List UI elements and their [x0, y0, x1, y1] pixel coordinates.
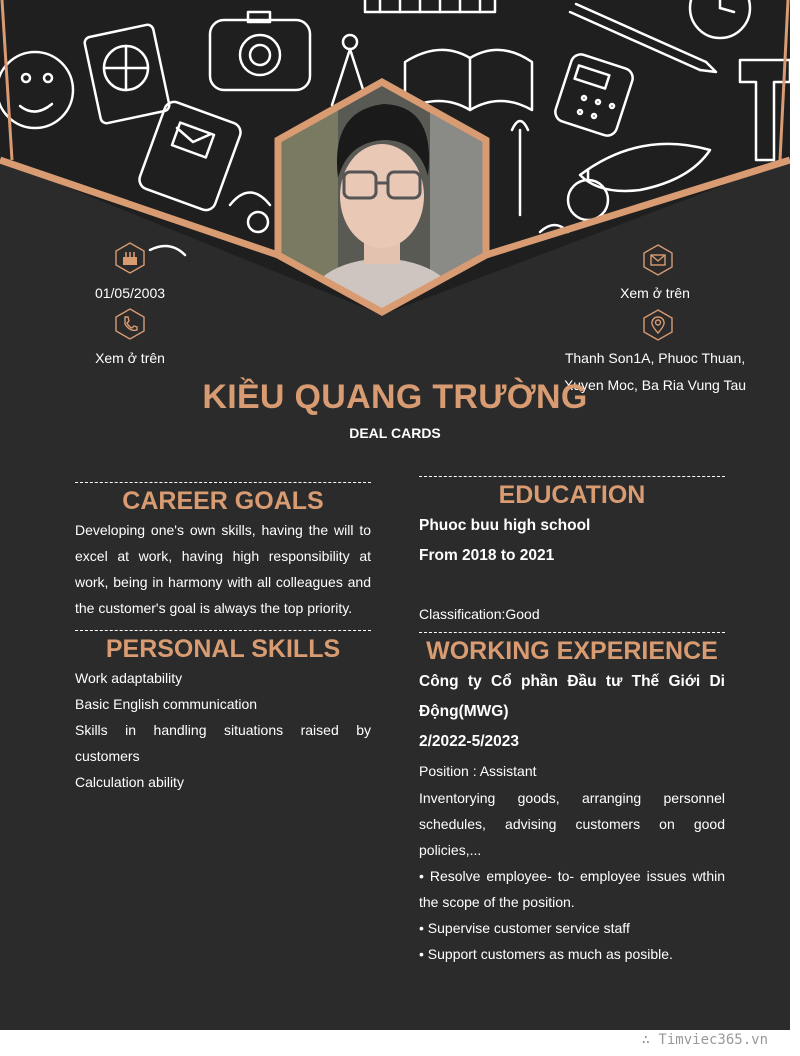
working-experience-title: WORKING EXPERIENCE — [419, 632, 725, 667]
map-pin-icon — [642, 309, 674, 341]
personal-skills-section — [75, 630, 371, 795]
candidate-name: KIỀU QUANG TRƯỜNG — [202, 378, 588, 416]
position-text: Position : Assistant — [419, 763, 537, 779]
job-title: DEAL CARDS — [349, 425, 441, 441]
watermark: ∴ Timviec365.vn — [641, 1032, 768, 1048]
address-line-1: Thanh Son1A, Phuoc Thuan, — [564, 350, 746, 366]
experience-bullet: • Resolve employee- to- employee issues wthin the scope of the position. — [419, 868, 725, 910]
education-period: From 2018 to 2021 — [419, 547, 555, 564]
skill-item: Basic English communication — [75, 696, 258, 712]
cake-icon — [114, 242, 146, 274]
skill-item: Calculation ability — [75, 774, 184, 790]
birthday-text: 01/05/2003 — [94, 285, 166, 301]
experience-description: Inventorying goods, arranging personnel schedules, advising customers on good policies,... — [419, 790, 725, 858]
experience-period: 2/2022-5/2023 — [419, 733, 519, 750]
career-goals-section — [75, 482, 371, 621]
skill-item: Skills in handling situations raised by customers — [75, 722, 371, 764]
company-name: Công ty Cổ phần Đầu tư Thế Giới Di Động(MWG) — [419, 673, 725, 720]
working-experience-section — [419, 632, 725, 967]
experience-bullet: • Support customers as much as posible. — [419, 946, 673, 962]
envelope-icon — [642, 244, 674, 276]
school-name: Phuoc buu high school — [419, 517, 591, 534]
email-text: Xem ở trên — [620, 285, 690, 301]
phone-icon — [114, 308, 146, 340]
education-section — [419, 476, 725, 627]
education-classification: Classification:Good — [419, 606, 540, 622]
phone-text: Xem ở trên — [95, 350, 165, 366]
education-title: EDUCATION — [419, 476, 725, 511]
career-goals-title: CAREER GOALS — [75, 482, 371, 517]
address-line-2: Xuyen Moc, Ba Ria Vung Tau — [563, 377, 747, 393]
personal-skills-title: PERSONAL SKILLS — [75, 630, 371, 665]
skill-item: Work adaptability — [75, 670, 183, 686]
career-goals-text: Developing one's own skills, having the will to excel at work, having high responsibility at work, being in harmony with all colleagues and the customer's goal is always the top priority. — [75, 522, 371, 616]
experience-bullet: • Supervise customer service staff — [419, 920, 630, 936]
